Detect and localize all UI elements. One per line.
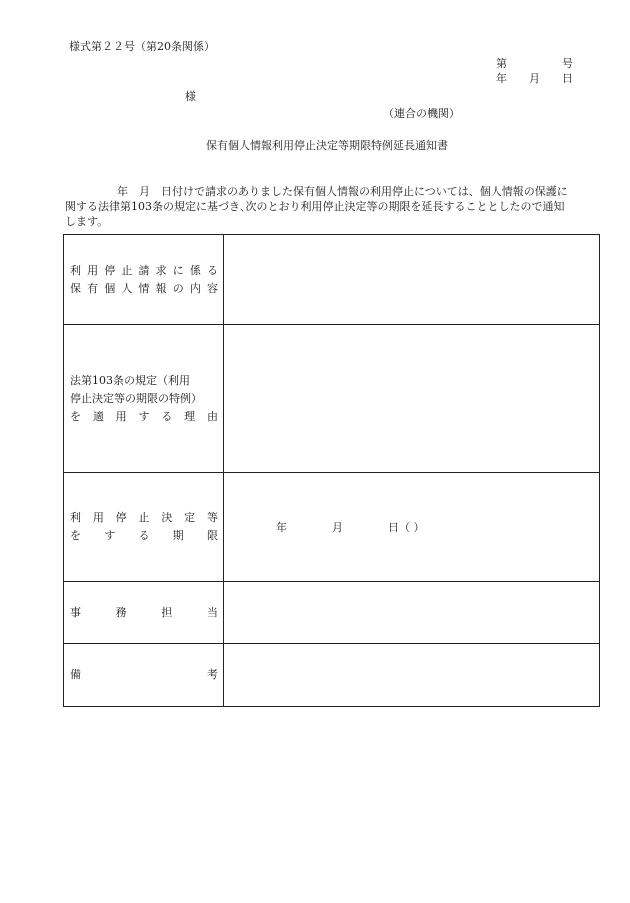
table-row-remarks: [64, 644, 600, 707]
issuing-agency: （連合の機関）: [383, 107, 460, 120]
document-title: 保有個人情報利用停止決定等期限特例延長通知書: [206, 139, 448, 152]
label-cell-reason: [64, 325, 224, 473]
notice-body: [65, 184, 603, 229]
label-line: 保 有 個 人 情 報 の 内 容: [70, 281, 218, 295]
value-cell-reason[interactable]: [224, 325, 600, 473]
label-line: 事 務 担 当: [70, 605, 218, 619]
table-row-deadline: [64, 473, 600, 582]
label-line: 利 用 停 止 決 定 等: [70, 511, 218, 524]
label-cell-remarks: [64, 644, 224, 707]
value-cell-deadline[interactable]: [224, 473, 600, 582]
issue-date-line: 年 月 日: [496, 72, 573, 85]
addressee-honorific: 様: [185, 90, 196, 103]
body-line-3: します。: [65, 215, 109, 228]
notice-form-table: [63, 234, 600, 707]
label-line: を す る 期 限: [70, 529, 218, 542]
value-cell-remarks[interactable]: [224, 644, 600, 707]
label-line: 法第103条の規定（利用: [70, 373, 190, 387]
label-cell-staff: [64, 582, 224, 644]
table-row-staff: [64, 582, 600, 644]
value-cell-staff[interactable]: [224, 582, 600, 644]
body-line-1: 年 月 日付けで請求のありました保有個人情報の利用停止については、個人情報の保護に: [117, 185, 568, 198]
body-line-2: 関する法律第103条の規定に基づき､次のとおり利用停止決定等の期限を延長することとしたので通知: [65, 200, 565, 213]
deadline-year: 年: [276, 521, 287, 534]
value-cell-contents[interactable]: [224, 235, 600, 325]
label-cell-contents: [64, 235, 224, 325]
deadline-day: 日（ ）: [388, 521, 425, 534]
deadline-month: 月: [332, 521, 343, 534]
deadline-date: [224, 519, 599, 535]
table-row-contents: [64, 235, 600, 325]
table-row-reason: [64, 325, 600, 473]
label-line: 備 考: [70, 668, 218, 681]
label-line: を 適 用 す る 理 由: [70, 409, 218, 423]
form-number: 様式第２２号（第20条関係）: [69, 40, 215, 53]
label-line: 停止決定等の期限の特例）: [70, 391, 202, 405]
document-number-line: 第 号: [496, 57, 573, 70]
label-cell-deadline: [64, 473, 224, 582]
label-line: 利 用 停 止 請 求 に 係 る: [70, 263, 218, 277]
